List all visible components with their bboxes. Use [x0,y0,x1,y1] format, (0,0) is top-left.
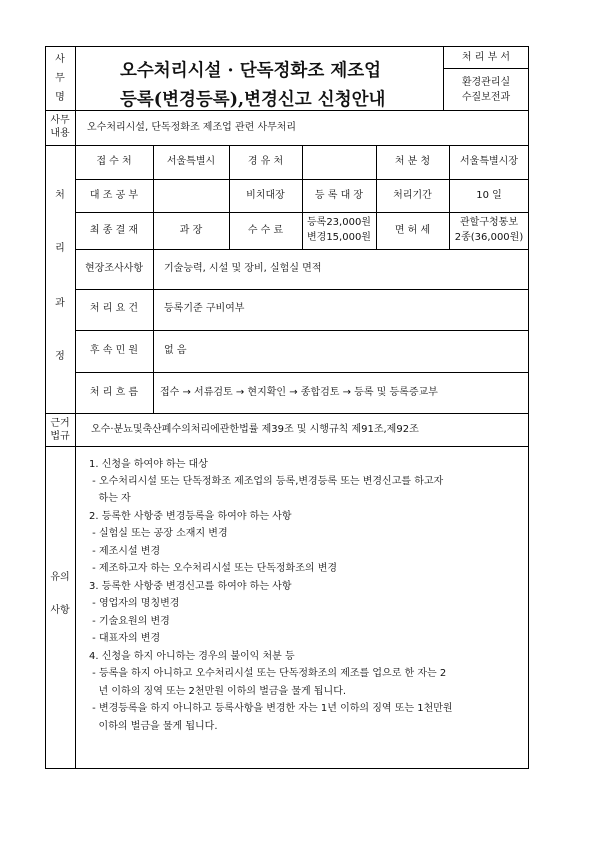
cell-value: 과 장 [179,225,203,236]
cell-value: 10 일 [476,190,502,201]
page-title-line2: 등록(변경등록),변경신고 신청안내 [120,90,386,110]
cell-label: 비치대장 [246,190,285,201]
label-char: 명 [55,92,65,103]
note-line: - 제조하고자 하는 오수처리시설 또는 단독정화조의 변경 [89,563,338,574]
label-char: 사 [55,54,65,65]
legal-text: 오수·분뇨및축산폐수의처리에관한법률 제39조 및 시행규칙 제91조,제92조 [91,424,419,435]
cell-label: 처 리 흐 름 [89,387,139,398]
cell-label: 대 조 공 부 [89,190,139,201]
divider [75,249,529,250]
cell-value: 접수 → 서류검토 → 현지확인 → 종합검토 → 등록 및 등록증교부 [160,387,438,398]
legal-label: 법규 [50,431,70,442]
divider [45,413,529,414]
cell-value: 기술능력, 시설 및 장비, 실험실 면적 [164,263,322,274]
fee-value: 변경15,000원 [307,232,371,243]
notes-label: 사항 [50,605,70,616]
tax-value: 2종(36,000원) [454,232,524,243]
section-label-char: 처 [55,190,65,201]
cell-value: 등 록 대 장 [314,190,364,201]
note-line: 4. 신청을 하지 아니하는 경우의 불이익 처분 등 [89,651,295,662]
note-line: 하는 자 [89,493,131,504]
note-line: 2. 등록한 사항중 변경등록을 하여야 하는 사항 [89,511,292,522]
notes-label: 유의 [50,572,70,583]
note-line: 년 이하의 징역 또는 2천만원 이하의 벌금을 물게 됩니다. [89,686,347,697]
note-line: - 변경등록을 하지 아니하고 등록사항을 변경한 자는 1년 이하의 징역 또는 1천만원 [89,703,453,714]
fee-value: 등록23,000원 [307,217,371,228]
note-line: - 대표자의 변경 [89,633,161,644]
cell-value: 서울특별시장 [460,156,518,167]
note-line: - 영업자의 명칭변경 [89,598,180,609]
note-line: 3. 등록한 사항중 변경신고를 하여야 하는 사항 [89,581,292,592]
cell-value: 서울특별시 [166,156,216,167]
cell-label: 최 종 결 재 [89,225,139,236]
dept-name: 수질보전과 [461,92,511,103]
divider [75,330,529,331]
note-line: - 실험실 또는 공장 소재지 변경 [89,528,228,539]
page-title-line1: 오수처리시설 · 단독정화조 제조업 [120,61,382,81]
divider [75,372,529,373]
cell-label: 수 수 료 [247,225,284,236]
divider [75,289,529,290]
cell-value: 없 음 [164,345,187,356]
note-line: - 기술요원의 변경 [89,616,170,627]
cell-label: 면 허 세 [394,225,431,236]
section-label-char: 정 [55,351,65,362]
task-text: 오수처리시설, 단독정화조 제조업 관련 사무처리 [87,122,297,133]
note-line: - 오수처리시설 또는 단독정화조 제조업의 등록,변경등록 또는 변경신고를 하고자 [89,476,444,487]
cell-label: 경 유 처 [247,156,284,167]
section-label-char: 과 [55,298,65,309]
cell-value: 등록기준 구비여부 [164,303,245,314]
note-line: - 등록을 하지 아니하고 오수처리시설 또는 단독정화조의 제조를 업으로 한 자는 2 [89,668,447,679]
cell-label: 후 속 민 원 [89,345,139,356]
dept-name: 환경관리실 [461,77,511,88]
divider [443,68,529,69]
task-label: 사무 [50,115,70,126]
cell-label: 현장조사사항 [85,263,143,274]
cell-label: 처리기간 [393,190,432,201]
section-label-char: 리 [55,243,65,254]
legal-label: 근거 [50,418,70,429]
note-line: 1. 신청을 하여야 하는 대상 [89,459,208,470]
note-line: 이하의 벌금을 물게 됩니다. [89,721,218,732]
note-line: - 제조시설 변경 [89,546,161,557]
cell-label: 처 리 요 건 [89,303,139,314]
divider [45,145,529,146]
cell-label: 처 분 청 [394,156,431,167]
label-char: 무 [55,73,65,84]
dept-label: 처 리 부 서 [461,52,511,63]
divider [45,446,529,447]
divider [75,46,76,769]
cell-label: 접 수 처 [96,156,132,167]
divider [153,145,154,413]
task-label: 내용 [50,128,70,139]
tax-value: 관할구청통보 [460,217,518,228]
